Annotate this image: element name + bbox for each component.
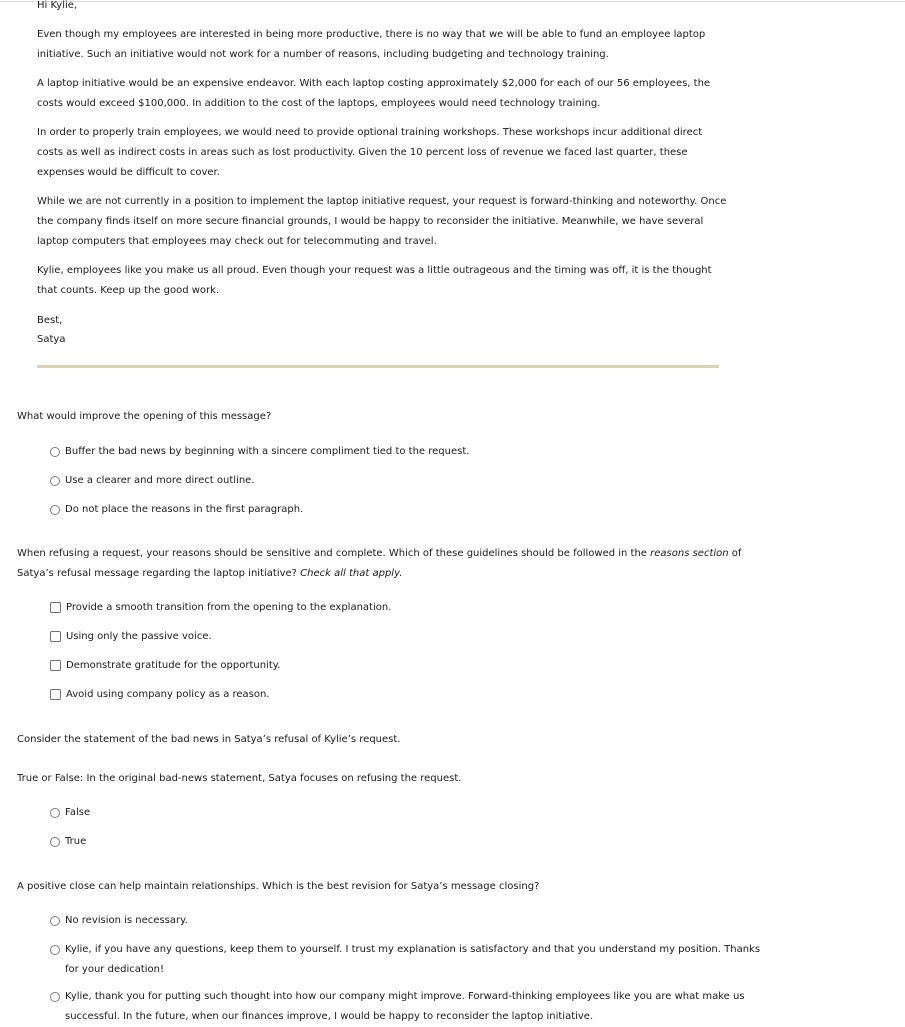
radio-button[interactable] [50,945,60,955]
option-label: Kylie, if you have any questions, keep them to yourself. I trust my explanation is satisfactory and that you understand my position. Thanks for your dedication! [65,944,761,975]
option-label: Do not place the reasons in the first paragraph. [65,504,304,515]
q1-option-2[interactable] [50,471,770,491]
radio-button[interactable] [50,992,60,1002]
q2-option-1[interactable] [50,598,770,618]
email-greeting: Hi Kylie, [37,0,78,11]
q2-prompt-text-a: When refusing a request, your reasons should be sensitive and complete. Which of these guidelines should be followed in the [17,548,651,559]
email-paragraph-2: A laptop initiative would be an expensive endeavor. With each laptop costing approximately $2,000 for each of our 56 employees, the costs would exceed $100,000. In addition to the cost of the laptops, employees would need technology training. [37,78,711,109]
radio-button[interactable] [50,916,60,926]
checkbox[interactable] [50,631,61,642]
radio-button[interactable] [50,505,60,515]
option-label: Using only the passive voice. [66,631,212,642]
q1-option-3[interactable] [50,500,770,520]
radio-button[interactable] [50,476,60,486]
checkbox[interactable] [50,660,61,671]
email-paragraph-4: While we are not currently in a position to implement the laptop initiative request, your request is forward-thinking and noteworthy. Once the company finds itself on more secure financial grounds, I would be happy to reconsider the initiative. Meanwhile, we have several laptop computers that employees may check out for telecommuting and travel. [37,196,727,247]
q2-option-4[interactable] [50,685,770,705]
option-label: No revision is necessary. [65,915,188,926]
radio-button[interactable] [50,837,60,847]
q3-option-false[interactable] [50,803,770,823]
checkbox[interactable] [50,602,61,613]
section-divider [37,365,719,368]
option-label: False [65,807,91,818]
option-label: Kylie, thank you for putting such thought into how our company might improve. Forward-thinking employees like you are what make us successful. In the future, when our finances improve, I would be happy to reconsider the laptop initiative. [65,991,745,1022]
email-paragraph-1: Even though my employees are interested in being more productive, there is no way that we will be able to fund an employee laptop initiative. Such an initiative would not work for a number of reasons, including budgeting and technology training. [37,29,706,60]
q3-prompt: True or False: In the original bad-news statement, Satya focuses on refusing the request. [17,773,462,784]
email-paragraph-5: Kylie, employees like you make us all proud. Even though your request was a little outrageous and the timing was off, it is the thought that counts. Keep up the good work. [37,265,712,296]
q2-option-3[interactable] [50,656,770,676]
q2-prompt-text-b: of Satya’s refusal message regarding the laptop initiative? [17,548,742,579]
q1-option-1[interactable] [50,442,770,462]
option-label: True [65,836,87,847]
q4-option-2[interactable] [50,940,770,980]
q4-prompt: A positive close can help maintain relationships. Which is the best revision for Satya’s message closing? [17,881,540,892]
q1-prompt: What would improve the opening of this message? [17,411,272,422]
option-label: Demonstrate gratitude for the opportunity. [66,660,281,671]
option-label: Avoid using company policy as a reason. [66,689,270,700]
q2-option-2[interactable] [50,627,770,647]
option-label: Use a clearer and more direct outline. [65,475,255,486]
q4-option-3[interactable] [50,987,770,1027]
q2-instruction: Check all that apply. [300,568,403,579]
email-signoff: Best, [37,315,63,326]
q2-prompt [17,544,757,584]
radio-button[interactable] [50,447,60,457]
radio-button[interactable] [50,808,60,818]
q3-intro: Consider the statement of the bad news in Satya’s refusal of Kylie’s request. [17,734,401,745]
email-signature: Satya [37,334,66,345]
email-paragraph-3: In order to properly train employees, we would need to provide optional training workshops. These workshops incur additional direct costs as well as indirect costs in areas such as lost productivity. Given the 10 percent loss of revenue we faced last quarter, these expenses would be difficult to cover. [37,127,703,178]
option-label: Provide a smooth transition from the opening to the explanation. [66,602,392,613]
q2-prompt-emphasis: reasons section [650,548,729,559]
checkbox[interactable] [50,689,61,700]
q4-option-1[interactable] [50,911,770,931]
option-label: Buffer the bad news by beginning with a sincere compliment tied to the request. [65,446,470,457]
q3-option-true[interactable] [50,832,770,852]
